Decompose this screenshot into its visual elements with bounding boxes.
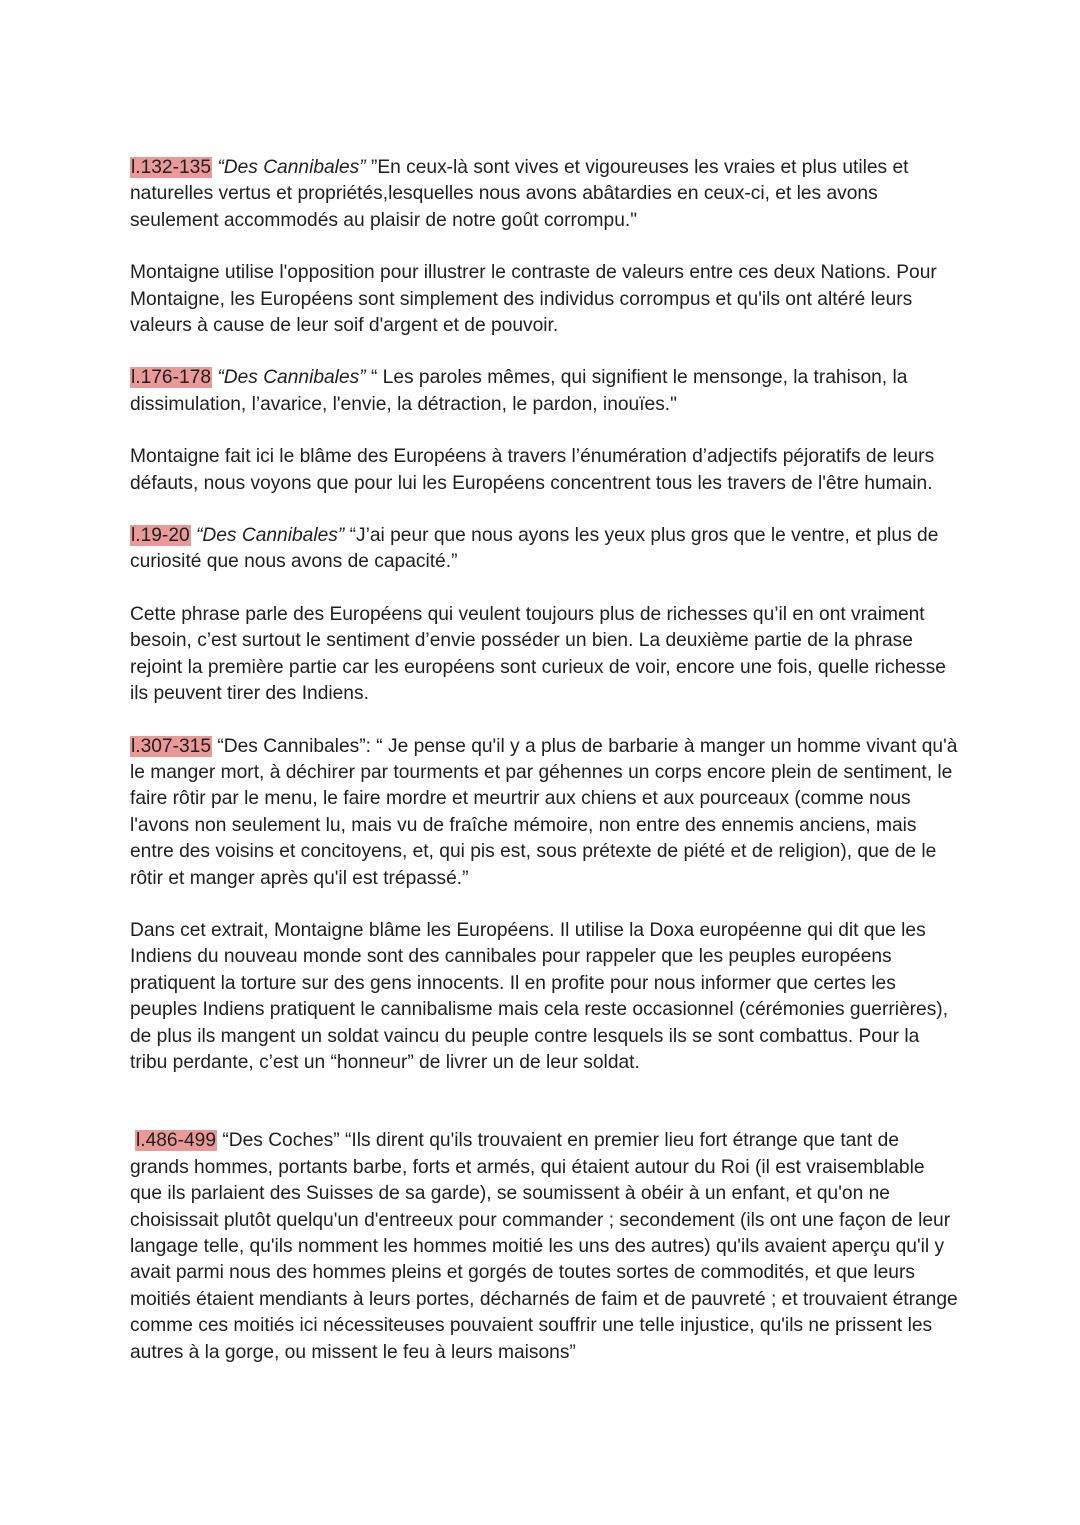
quote-text: “Ils dirent qu'ils trouvaient en premier lieu fort étrange que tant de grands hommes, portants barbe, forts et armés, qui étaient autour du Roi (il est vraisemblable que ils parlaient des Suisses de sa garde), se soumissent à obéir à un enfant, et qu'on ne choisissait plutôt quelqu'un d'entreeux pour commander ; secondement (ils ont une façon de leur langage telle, qu'ils nomment les hommes moitié les uns des autres) qu'ils avaient aperçu qu'il y avait parmi nous des hommes pleins et gorgés de toutes sortes de commodités, et que leurs moitiés étaient mendiants à leurs portes, décharnés de faim et de pauvreté ; et trouvaient étrange comme ces moitiés ici nécessiteuses pouvaient souffrir une telle injustice, qu'ils ne prissent les autres à la gorge, ou missent le feu à leurs maisons” [130,1130,958,1363]
quote-paragraph-4 [130,734,960,892]
quote-text: ”En ceux-là sont vives et vigoureuses les vraies et plus utiles et naturelles vertus et propriétés,lesquelles nous avons abâtardies en ceux-ci, et les avons seulement accommodés au plaisir de notre goût corrompu." [130,157,909,231]
commentary-paragraph-1: Montaigne utilise l'opposition pour illustrer le contraste de valeurs entre ces deux Nations. Pour Montaigne, les Européens sont simplement des individus corrompus et qu'ils ont altéré leurs valeurs à cause de leur soif d'argent et de pouvoir. [130,262,937,337]
line-reference-highlight: l.307-315 [131,735,212,757]
work-title: “Des Cannibales” [217,157,366,178]
line-reference-highlight: l.132-135 [131,157,212,178]
line-reference-highlight: l.176-178 [131,367,212,389]
work-title: “Des Cannibales” [217,735,366,757]
line-reference-highlight: l.486-499 [136,1130,217,1152]
work-title: “Des Cannibales” [196,525,345,547]
quote-paragraph-3 [130,523,960,576]
line-reference-highlight: l.19-20 [131,525,190,547]
commentary-paragraph-4: Dans cet extrait, Montaigne blâme les Européens. Il utilise la Doxa européenne qui dit que les Indiens du nouveau monde sont des cannibales pour rappeler que les peuples européens pratiquent la torture sur des gens innocents. Il en profite pour nous informer que certes les peuples Indiens pratiquent le cannibalisme mais cela reste occasionnel (cérémonies guerrières), de plus ils mangent un soldat vaincu du peuple contre lesquels ils se sont combattus. Pour la tribu perdante, c’est un “honneur” de livrer un de leur soldat. [130,919,949,1073]
work-title: “Des Cannibales” [217,367,366,389]
commentary-paragraph-3: Cette phrase parle des Européens qui veulent toujours plus de richesses qu’il en ont vraiment besoin, c’est surtout le sentiment d’envie posséder un bien. La deuxième partie de la phrase rejoint la première partie car les européens sont curieux de voir, encore une fois, quelle richesse ils peuvent tirer des Indiens. [130,603,946,705]
quote-text: : “ Je pense qu'il y a plus de barbarie à manger un homme vivant qu'à le manger mort, à déchirer par tourments et par géhennes un corps encore plein de sentiment, le faire rôtir par le menu, le faire mordre et meurtrir aux chiens et aux pourceaux (comme nous l'avons non seulement lu, mais vu de fraîche mémoire, non entre des ennemis anciens, mais entre des voisins et concitoyens, et, qui pis est, sous prétexte de piété et de religion), que de le rôtir et manger après qu'il est trépassé.” [130,735,958,889]
quote-paragraph-5 [130,1128,960,1366]
quote-paragraph-1 [130,155,960,234]
document-page [130,155,960,1366]
quote-text: “ Les paroles mêmes, qui signifient le mensonge, la trahison, la dissimulation, l’avarice, l'envie, la détraction, le pardon, inouïes." [130,367,908,415]
commentary-paragraph-2: Montaigne fait ici le blâme des Européens à travers l’énumération d’adjectifs péjoratifs de leurs défauts, nous voyons que pour lui les Européens concentrent tous les travers de l'être humain. [130,446,935,494]
work-title: “Des Coches” [222,1130,340,1152]
quote-paragraph-2 [130,365,960,418]
quote-text: “J’ai peur que nous ayons les yeux plus gros que le ventre, et plus de curiosité que nous avons de capacité.” [130,525,939,573]
